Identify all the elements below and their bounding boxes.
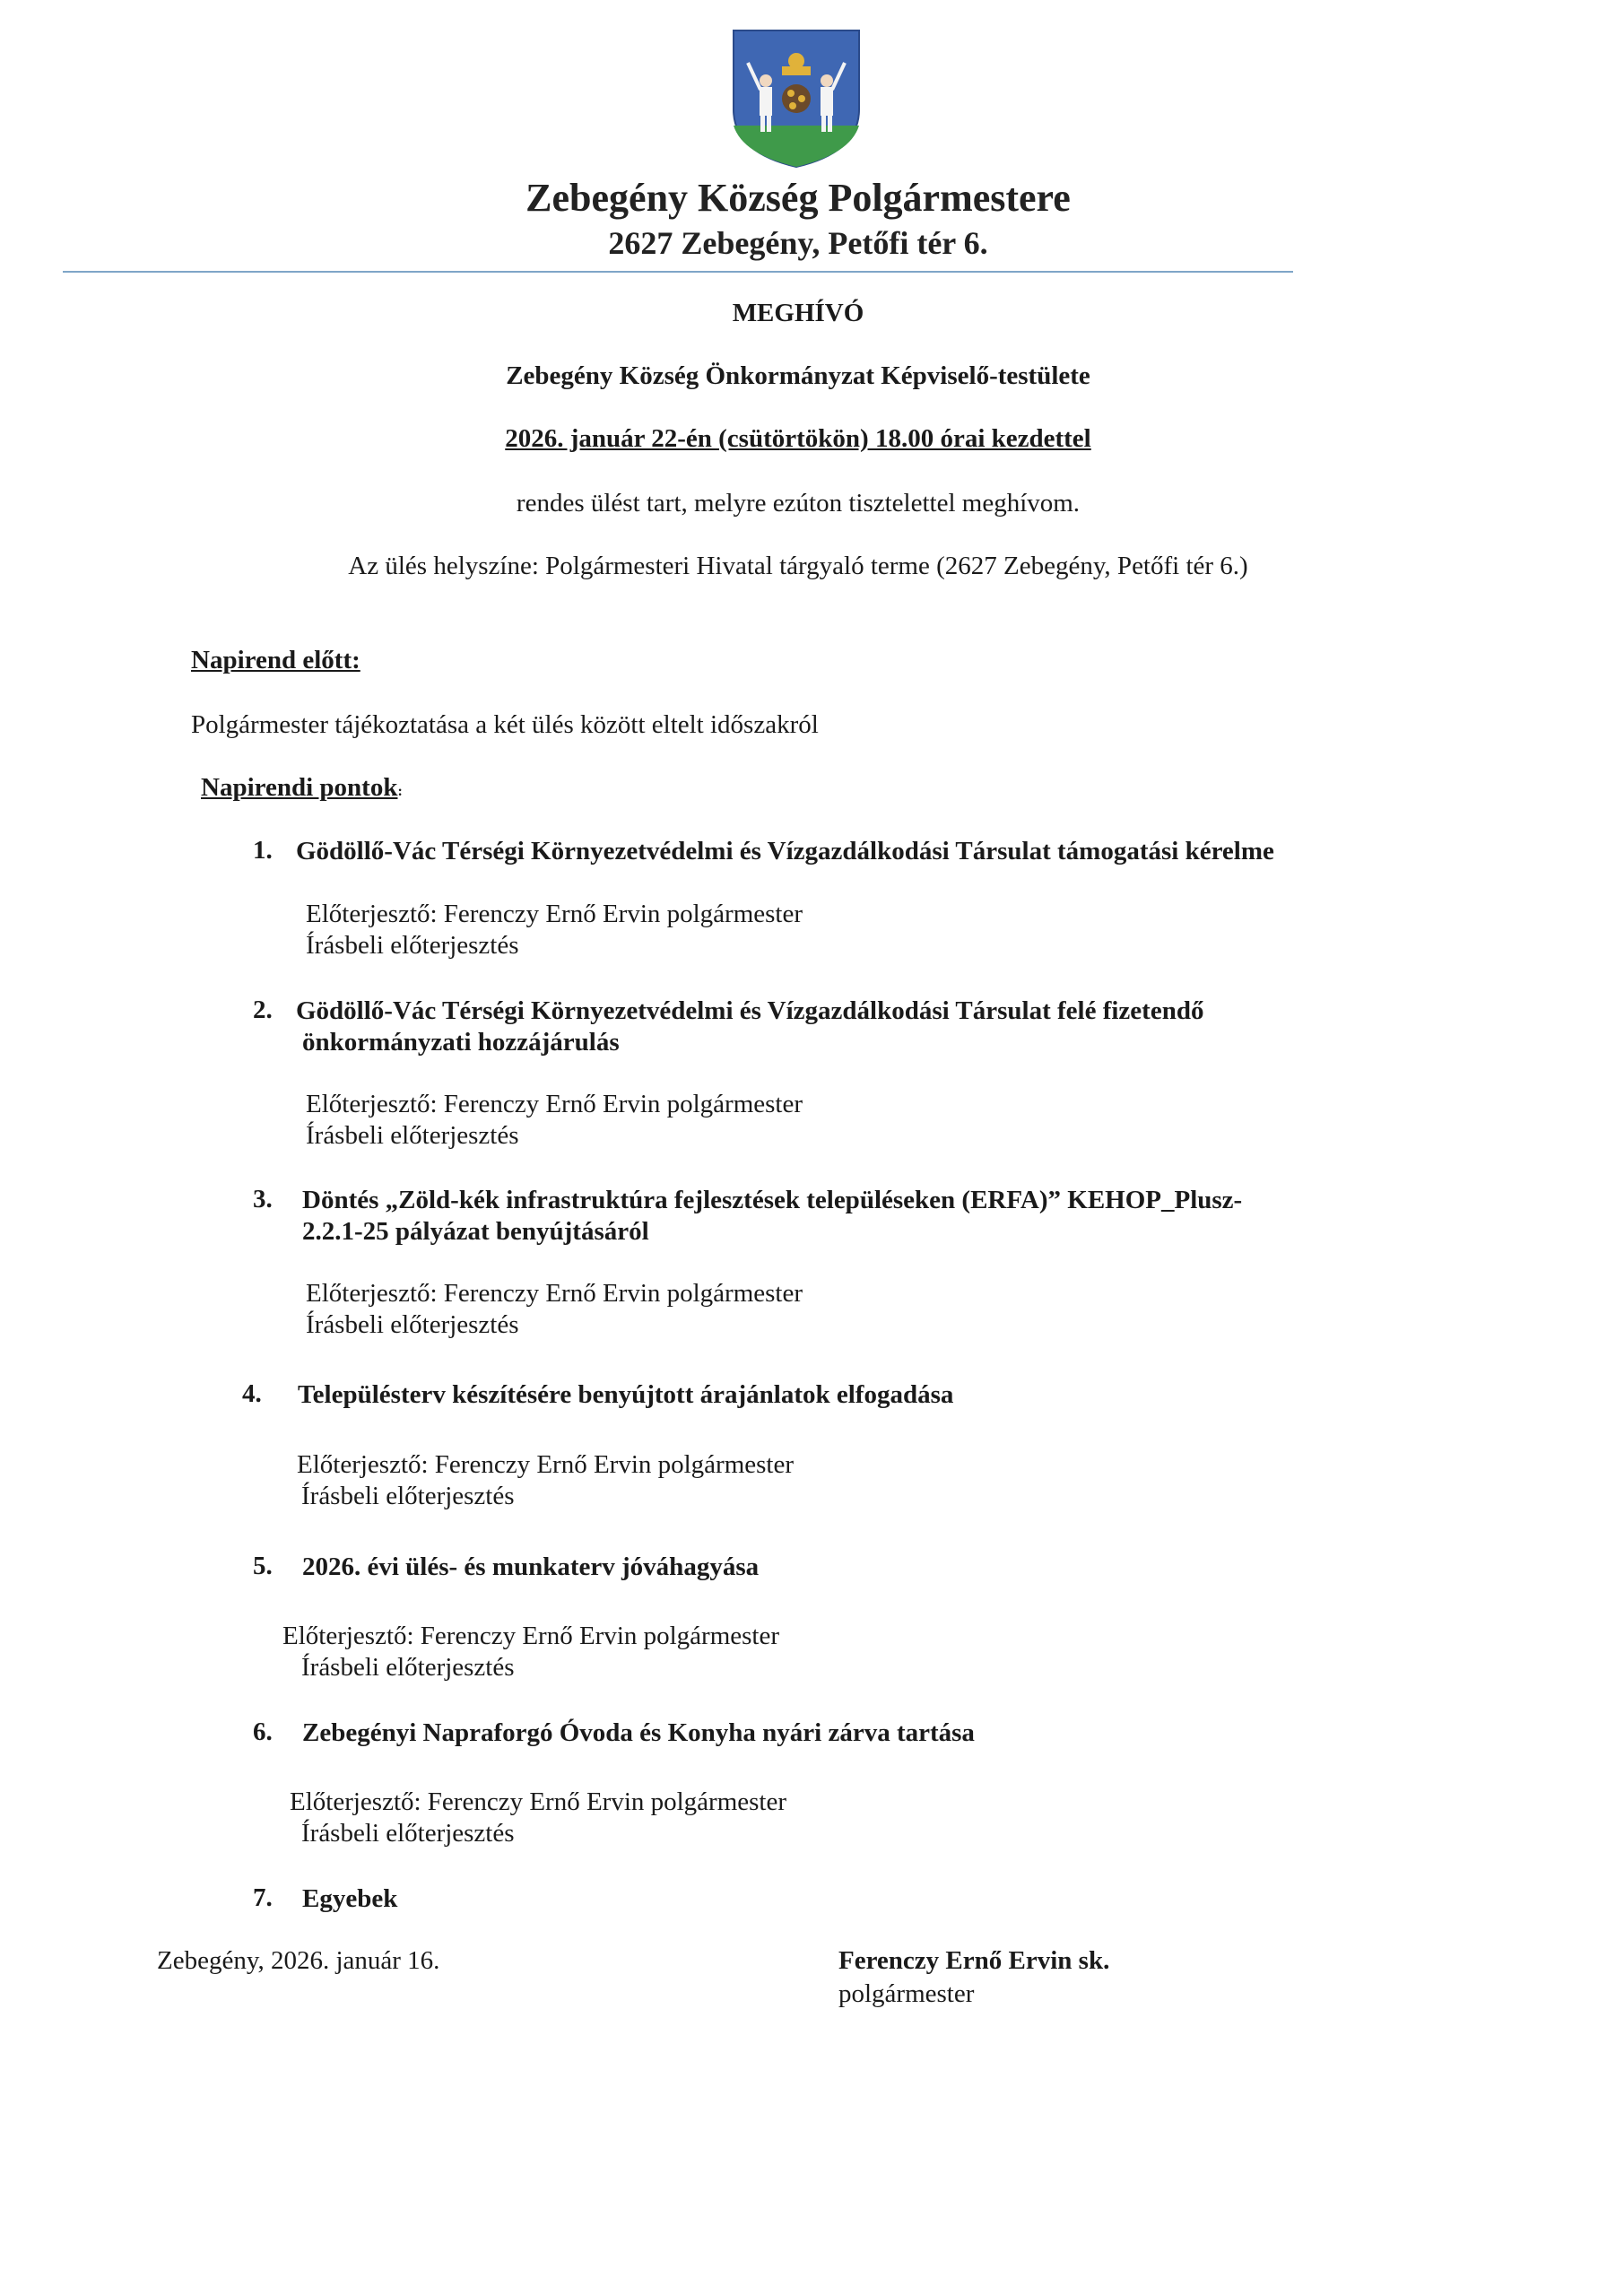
agenda-item-4-number: 4. xyxy=(242,1379,262,1408)
organization-name: Zebegény Község Polgármestere xyxy=(525,176,1071,220)
agenda-item-2-title-line-2: önkormányzati hozzájárulás xyxy=(302,1028,620,1057)
agenda-item-4-title: Településterv készítésére benyújtott árajánlatok elfogadása xyxy=(298,1380,954,1409)
agenda-title-colon: : xyxy=(397,784,403,799)
organization-address: 2627 Zebegény, Petőfi tér 6. xyxy=(608,225,988,261)
invitation-text: rendes ülést tart, melyre ezúton tisztelettel meghívom. xyxy=(516,489,1081,517)
agenda-item-3-title-line-1: Döntés „Zöld-kék infrastruktúra fejlesztések településeken (ERFA)” KEHOP_Plusz- xyxy=(302,1186,1243,1214)
agenda-item-1-number: 1. xyxy=(253,836,273,865)
agenda-item-7-number: 7. xyxy=(253,1883,273,1912)
agenda-item-2-format: Írásbeli előterjesztés xyxy=(306,1121,519,1150)
invitation-date xyxy=(0,424,1596,454)
preliminary-title: Napirend előtt: xyxy=(191,646,360,674)
agenda-item-1-presenter: Előterjesztő: Ferenczy Ernő Ervin polgármester xyxy=(306,900,803,928)
agenda-item-6-format: Írásbeli előterjesztés xyxy=(301,1819,515,1848)
header-divider xyxy=(63,271,1293,273)
invitation-location: Az ülés helyszíne: Polgármesteri Hivatal tárgyaló terme (2627 Zebegény, Petőfi tér 6.) xyxy=(348,552,1248,580)
agenda-item-5-presenter: Előterjesztő: Ferenczy Ernő Ervin polgármester xyxy=(282,1622,780,1650)
agenda-item-2-presenter: Előterjesztő: Ferenczy Ernő Ervin polgármester xyxy=(306,1090,803,1118)
closing-place-date: Zebegény, 2026. január 16. xyxy=(157,1946,440,1975)
agenda-item-6-presenter: Előterjesztő: Ferenczy Ernő Ervin polgármester xyxy=(290,1787,787,1816)
invitation-date-text: 2026. január 22-én (csütörtökön) 18.00 órai kezdettel xyxy=(505,424,1091,453)
agenda-item-7-title: Egyebek xyxy=(302,1884,398,1913)
agenda-item-3-presenter: Előterjesztő: Ferenczy Ernő Ervin polgármester xyxy=(306,1279,803,1308)
invitation-title: MEGHÍVÓ xyxy=(732,299,864,327)
agenda-title xyxy=(201,773,403,803)
signer-role: polgármester xyxy=(838,1979,975,2008)
agenda-item-3-format: Írásbeli előterjesztés xyxy=(306,1310,519,1339)
agenda-item-5-title: 2026. évi ülés- és munkaterv jóváhagyása xyxy=(302,1552,760,1581)
agenda-item-6-number: 6. xyxy=(253,1718,273,1746)
agenda-item-1-title: Gödöllő-Vác Térségi Környezetvédelmi és Vízgazdálkodási Társulat támogatási kérelme xyxy=(296,837,1274,865)
agenda-item-6-title: Zebegényi Napraforgó Óvoda és Konyha nyári zárva tartása xyxy=(302,1718,975,1747)
coat-of-arms-icon xyxy=(730,27,863,170)
agenda-item-2-number: 2. xyxy=(253,996,273,1024)
agenda-item-5-number: 5. xyxy=(253,1552,273,1580)
agenda-item-4-format: Írásbeli előterjesztés xyxy=(301,1482,515,1510)
agenda-item-3-title-line-2: 2.2.1-25 pályázat benyújtásáról xyxy=(302,1217,649,1246)
agenda-item-2-title-line-1: Gödöllő-Vác Térségi Környezetvédelmi és Vízgazdálkodási Társulat felé fizetendő xyxy=(296,996,1204,1025)
agenda-item-1-format: Írásbeli előterjesztés xyxy=(306,931,519,960)
signer-name: Ferenczy Ernő Ervin sk. xyxy=(838,1946,1110,1975)
preliminary-text: Polgármester tájékoztatása a két ülés között eltelt időszakról xyxy=(191,710,819,739)
agenda-item-5-format: Írásbeli előterjesztés xyxy=(301,1653,515,1682)
agenda-item-3-number: 3. xyxy=(253,1185,273,1213)
agenda-item-4-presenter: Előterjesztő: Ferenczy Ernő Ervin polgármester xyxy=(297,1450,795,1479)
invitation-body: Zebegény Község Önkormányzat Képviselő-testülete xyxy=(506,361,1090,390)
agenda-title-text: Napirendi pontok xyxy=(201,773,398,802)
